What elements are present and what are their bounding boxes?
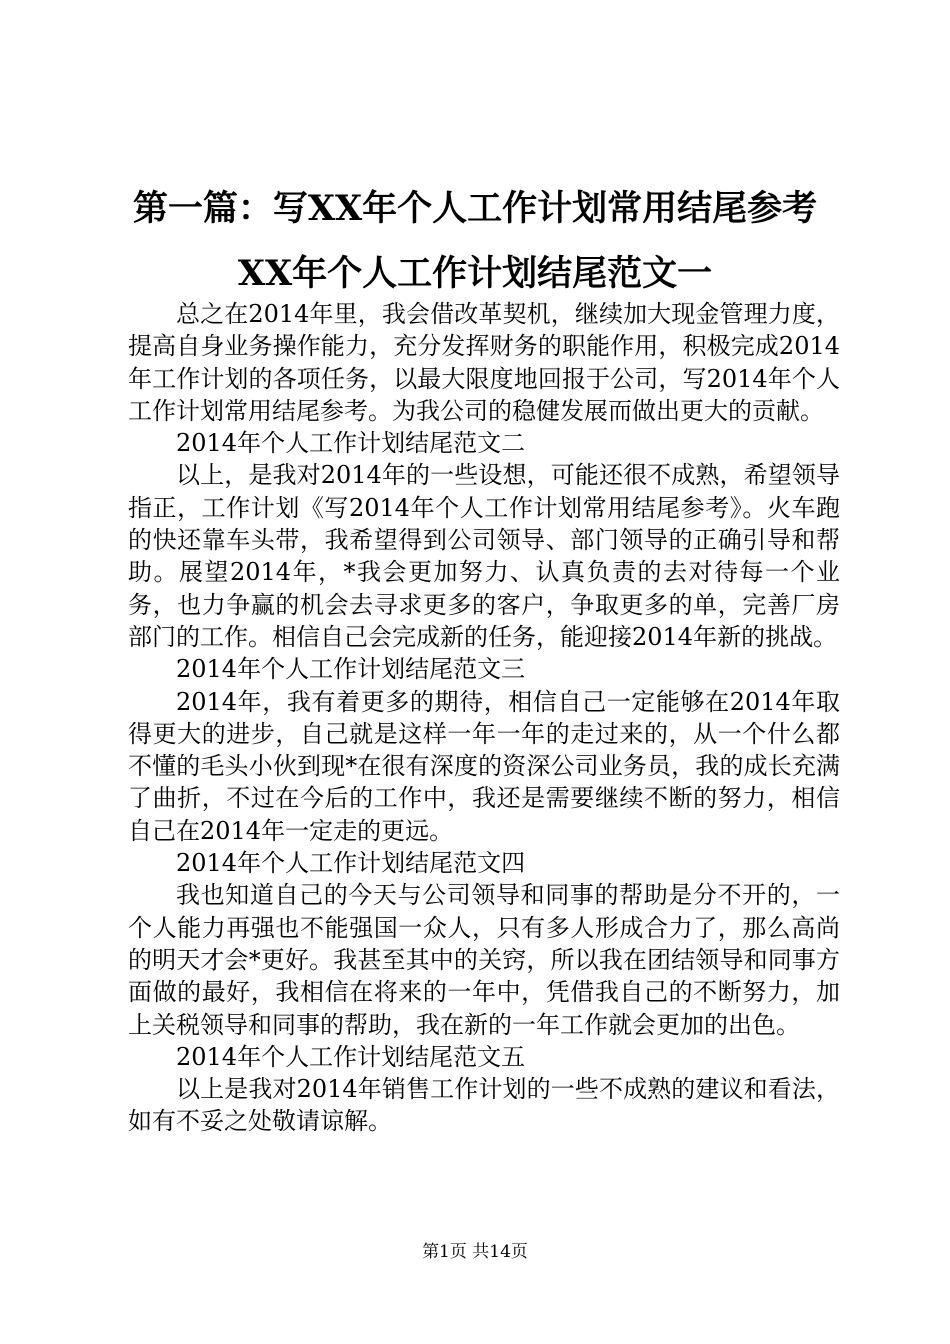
page-footer: 第1页 共14页 xyxy=(422,1242,528,1262)
paragraph: 以上是我对2014年销售工作计划的一些不成熟的建议和看法，如有不妥之处敬请谅解。 xyxy=(128,1075,840,1136)
document-body xyxy=(128,298,840,1138)
document-subtitle: XX年个人工作计划结尾范文一 xyxy=(237,253,713,294)
paragraph: 2014年，我有着更多的期待，相信自己一定能够在2014年取得更大的进步，自己就是这样一年一年的走过来的，从一个什么都不懂的毛头小伙到现*在很有深度的资深公司业务员，我的成长充满了曲折，不过在今后的工作中，我还是需要继续不断的努力，相信自己在2014年一定走的更远。 xyxy=(128,687,840,845)
paragraph: 我也知道自己的今天与公司领导和同事的帮助是分不开的，一个人能力再强也不能强国一众人，只有多人形成合力了，那么高尚的明天才会*更好。我甚至其中的关窍，所以我在团结领导和同事方面做的最好，我相信在将来的一年中，凭借我自己的不断努力，加上关税领导和同事的帮助，我在新的一年工作就会更加的出色。 xyxy=(128,881,840,1039)
section-heading: 2014年个人工作计划结尾范文五 xyxy=(176,1042,526,1071)
section-heading: 2014年个人工作计划结尾范文三 xyxy=(176,655,526,684)
document-title: 第一篇：写XX年个人工作计划常用结尾参考 xyxy=(132,188,818,229)
paragraph: 总之在2014年里，我会借改革契机，继续加大现金管理力度，提高自身业务操作能力，充分发挥财务的职能作用，积极完成2014年工作计划的各项任务，以最大限度地回报于公司，写2014年个人工作计划常用结尾参考。为我公司的稳健发展而做出更大的贡献。 xyxy=(128,300,840,425)
paragraph: 以上，是我对2014年的一些设想，可能还很不成熟，希望领导指正，工作计划《写2014年个人工作计划常用结尾参考》。火车跑的快还靠车头带，我希望得到公司领导、部门领导的正确引导和帮助。展望2014年，*我会更加努力、认真负责的去对待每一个业务，也力争赢的机会去寻求更多的客户，争取更多的单，完善厂房部门的工作。相信自己会完成新的任务，能迎接2014年新的挑战。 xyxy=(128,461,840,651)
section-heading: 2014年个人工作计划结尾范文二 xyxy=(176,429,526,458)
section-heading: 2014年个人工作计划结尾范文四 xyxy=(176,849,526,878)
